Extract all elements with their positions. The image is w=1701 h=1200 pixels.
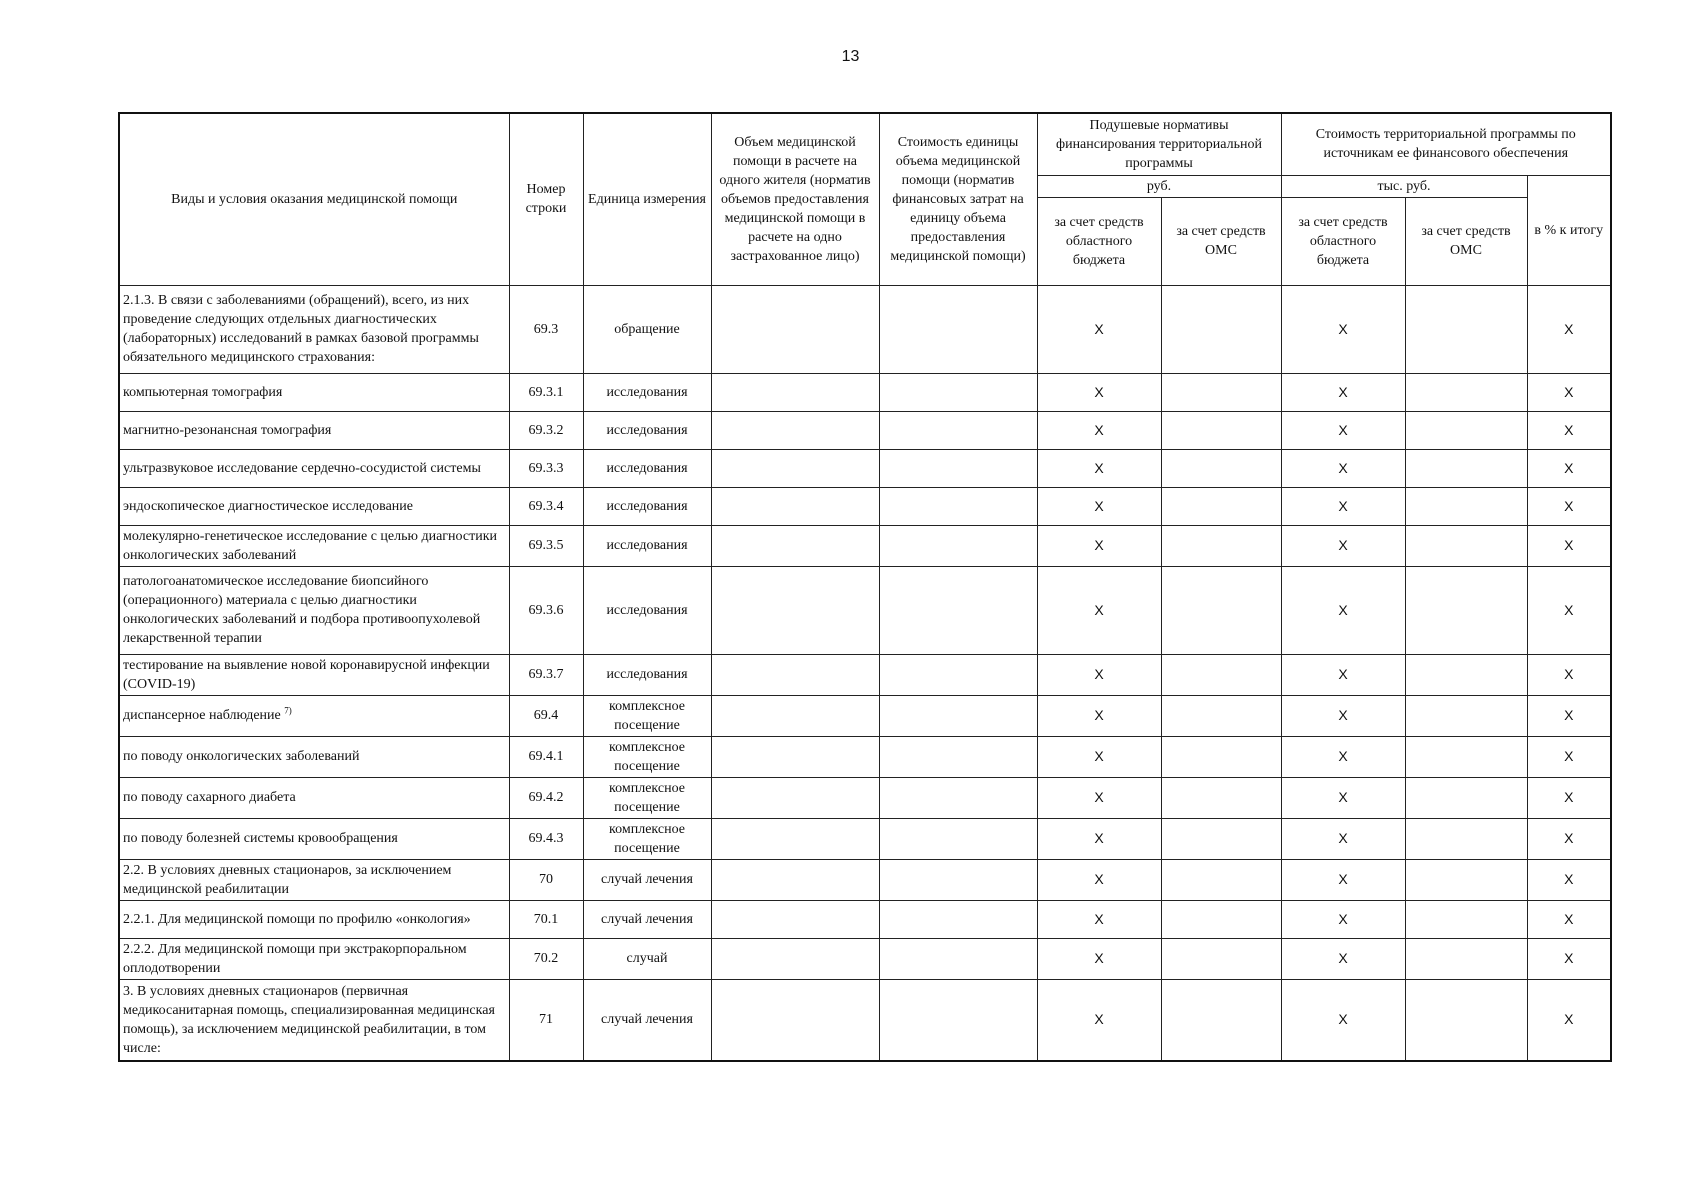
- unit-cost-cell: [879, 736, 1037, 777]
- oms-cell: [1161, 979, 1281, 1061]
- regional-budget-cell: X: [1037, 449, 1161, 487]
- volume-cell: [711, 938, 879, 979]
- row-label: [119, 859, 509, 900]
- header-unit-cost: Стоимость единицы объема медицинской помощи (норматив финансовых затрат на единицу объема предоставления медицинской помощи): [879, 113, 1037, 285]
- percent-total-cell: X: [1527, 411, 1611, 449]
- table-row: [119, 525, 1611, 566]
- row-label-text: магнитно-резонансная томография: [123, 422, 332, 438]
- row-label-text: 2.2.2. Для медицинской помощи при экстракорпоральном оплодотворении: [123, 941, 467, 976]
- table-row: [119, 777, 1611, 818]
- cost-oms-cell: [1405, 285, 1527, 373]
- row-label: [119, 525, 509, 566]
- oms-cell: [1161, 449, 1281, 487]
- row-unit: случай лечения: [583, 859, 711, 900]
- cost-regional-budget-cell: X: [1281, 373, 1405, 411]
- oms-cell: [1161, 411, 1281, 449]
- row-label: [119, 900, 509, 938]
- percent-total-cell: X: [1527, 487, 1611, 525]
- row-label-text: ультразвуковое исследование сердечно-сосудистой системы: [123, 460, 481, 476]
- row-unit: случай лечения: [583, 979, 711, 1061]
- row-label-text: молекулярно-генетическое исследование с целью диагностики онкологических заболеваний: [123, 528, 498, 563]
- row-label-text: 2.1.3. В связи с заболеваниями (обращений), всего, из них проведение следующих отдельных диагностических (лабораторных) исследований в рамках базовой программы обязательного медицинского страхования:: [123, 293, 479, 365]
- cost-oms-cell: [1405, 695, 1527, 736]
- volume-cell: [711, 818, 879, 859]
- cost-regional-budget-cell: X: [1281, 525, 1405, 566]
- row-label: [119, 938, 509, 979]
- percent-total-cell: X: [1527, 566, 1611, 654]
- percent-total-cell: X: [1527, 736, 1611, 777]
- oms-cell: [1161, 566, 1281, 654]
- row-label: [119, 411, 509, 449]
- row-unit: исследования: [583, 487, 711, 525]
- row-label-text: тестирование на выявление новой коронавирусной инфекции (COVID-19): [123, 657, 490, 692]
- cost-oms-cell: [1405, 525, 1527, 566]
- row-label: [119, 285, 509, 373]
- unit-cost-cell: [879, 449, 1037, 487]
- regional-budget-cell: X: [1037, 900, 1161, 938]
- regional-budget-cell: X: [1037, 654, 1161, 695]
- row-label-text: 2.2.1. Для медицинской помощи по профилю «онкология»: [123, 911, 471, 927]
- cost-regional-budget-cell: X: [1281, 900, 1405, 938]
- table-row: [119, 373, 1611, 411]
- row-number: 69.4: [509, 695, 583, 736]
- volume-cell: [711, 900, 879, 938]
- percent-total-cell: X: [1527, 525, 1611, 566]
- row-label: [119, 654, 509, 695]
- row-unit: случай: [583, 938, 711, 979]
- table-row: [119, 979, 1611, 1061]
- cost-regional-budget-cell: X: [1281, 487, 1405, 525]
- row-number: 71: [509, 979, 583, 1061]
- oms-cell: [1161, 859, 1281, 900]
- row-number: 69.3: [509, 285, 583, 373]
- cost-regional-budget-cell: X: [1281, 938, 1405, 979]
- volume-cell: [711, 695, 879, 736]
- unit-cost-cell: [879, 938, 1037, 979]
- volume-cell: [711, 487, 879, 525]
- row-label-text: диспансерное наблюдение: [123, 708, 281, 723]
- percent-total-cell: X: [1527, 449, 1611, 487]
- header-percent-total: в % к итогу: [1527, 175, 1611, 285]
- oms-cell: [1161, 654, 1281, 695]
- cost-regional-budget-cell: X: [1281, 285, 1405, 373]
- percent-total-cell: X: [1527, 695, 1611, 736]
- cost-oms-cell: [1405, 938, 1527, 979]
- cost-oms-cell: [1405, 736, 1527, 777]
- row-unit: случай лечения: [583, 900, 711, 938]
- cost-oms-cell: [1405, 818, 1527, 859]
- cost-oms-cell: [1405, 859, 1527, 900]
- header-unit-rub: руб.: [1037, 175, 1281, 197]
- regional-budget-cell: X: [1037, 373, 1161, 411]
- percent-total-cell: X: [1527, 373, 1611, 411]
- regional-budget-cell: X: [1037, 411, 1161, 449]
- row-number: 69.3.1: [509, 373, 583, 411]
- table-row: [119, 736, 1611, 777]
- unit-cost-cell: [879, 859, 1037, 900]
- row-label-text: по поводу сахарного диабета: [123, 790, 296, 805]
- oms-cell: [1161, 487, 1281, 525]
- volume-cell: [711, 373, 879, 411]
- regional-budget-cell: X: [1037, 487, 1161, 525]
- oms-cell: [1161, 736, 1281, 777]
- volume-cell: [711, 859, 879, 900]
- cost-oms-cell: [1405, 566, 1527, 654]
- volume-cell: [711, 411, 879, 449]
- cost-oms-cell: [1405, 411, 1527, 449]
- row-label: [119, 979, 509, 1061]
- row-unit: комплексное посещение: [583, 695, 711, 736]
- row-unit: исследования: [583, 411, 711, 449]
- financing-table: [118, 112, 1612, 1062]
- row-label: [119, 487, 509, 525]
- regional-budget-cell: X: [1037, 938, 1161, 979]
- oms-cell: [1161, 818, 1281, 859]
- table-row: [119, 487, 1611, 525]
- row-label-text: компьютерная томография: [123, 384, 283, 400]
- regional-budget-cell: X: [1037, 736, 1161, 777]
- unit-cost-cell: [879, 979, 1037, 1061]
- unit-cost-cell: [879, 285, 1037, 373]
- volume-cell: [711, 979, 879, 1061]
- unit-cost-cell: [879, 566, 1037, 654]
- row-unit: исследования: [583, 373, 711, 411]
- header-type: Виды и условия оказания медицинской помощи: [119, 113, 509, 285]
- volume-cell: [711, 654, 879, 695]
- regional-budget-cell: X: [1037, 695, 1161, 736]
- row-unit: комплексное посещение: [583, 777, 711, 818]
- header-per-capita: Подушевые нормативы финансирования территориальной программы: [1037, 113, 1281, 175]
- unit-cost-cell: [879, 777, 1037, 818]
- cost-regional-budget-cell: X: [1281, 736, 1405, 777]
- oms-cell: [1161, 373, 1281, 411]
- percent-total-cell: X: [1527, 900, 1611, 938]
- table-row: [119, 859, 1611, 900]
- unit-cost-cell: [879, 373, 1037, 411]
- row-number: 70.2: [509, 938, 583, 979]
- volume-cell: [711, 777, 879, 818]
- row-number: 69.3.6: [509, 566, 583, 654]
- regional-budget-cell: X: [1037, 777, 1161, 818]
- row-label-text: по поводу болезней системы кровообращения: [123, 831, 398, 846]
- row-number: 69.3.7: [509, 654, 583, 695]
- regional-budget-cell: X: [1037, 818, 1161, 859]
- unit-cost-cell: [879, 487, 1037, 525]
- row-label-text: 2.2. В условиях дневных стационаров, за исключением медицинской реабилитации: [123, 862, 452, 897]
- table-row: [119, 818, 1611, 859]
- table-row: [119, 566, 1611, 654]
- volume-cell: [711, 566, 879, 654]
- cost-regional-budget-cell: X: [1281, 654, 1405, 695]
- header-regional-budget: за счет средств областного бюджета: [1037, 197, 1161, 285]
- row-label-text: эндоскопическое диагностическое исследование: [123, 498, 413, 514]
- table-row: [119, 900, 1611, 938]
- row-number: 69.4.3: [509, 818, 583, 859]
- percent-total-cell: X: [1527, 859, 1611, 900]
- volume-cell: [711, 525, 879, 566]
- header-unit-thousand-rub: тыс. руб.: [1281, 175, 1527, 197]
- row-label: [119, 695, 509, 736]
- table-row: [119, 449, 1611, 487]
- oms-cell: [1161, 938, 1281, 979]
- header-cost-regional-budget: за счет средств областного бюджета: [1281, 197, 1405, 285]
- row-label-text: 3. В условиях дневных стационаров (первичная медикосанитарная помощь, специализированная медицинская помощь), за исключением медицинской реабилитации, в том числе:: [123, 983, 495, 1056]
- row-number: 69.4.2: [509, 777, 583, 818]
- table-row: [119, 411, 1611, 449]
- oms-cell: [1161, 285, 1281, 373]
- regional-budget-cell: X: [1037, 525, 1161, 566]
- regional-budget-cell: X: [1037, 285, 1161, 373]
- regional-budget-cell: X: [1037, 566, 1161, 654]
- row-number: 69.4.1: [509, 736, 583, 777]
- percent-total-cell: X: [1527, 979, 1611, 1061]
- table-row: [119, 938, 1611, 979]
- cost-oms-cell: [1405, 654, 1527, 695]
- row-label: [119, 736, 509, 777]
- percent-total-cell: X: [1527, 938, 1611, 979]
- header-unit: Единица измерения: [583, 113, 711, 285]
- row-number: 69.3.5: [509, 525, 583, 566]
- percent-total-cell: X: [1527, 654, 1611, 695]
- table-body: [119, 285, 1611, 1061]
- header-program-cost: Стоимость территориальной программы по источникам ее финансового обеспечения: [1281, 113, 1611, 175]
- page-number: 13: [841, 48, 860, 65]
- cost-regional-budget-cell: X: [1281, 859, 1405, 900]
- percent-total-cell: X: [1527, 818, 1611, 859]
- table-row: [119, 285, 1611, 373]
- cost-oms-cell: [1405, 487, 1527, 525]
- header-row-number: Номер строки: [509, 113, 583, 285]
- row-label: [119, 449, 509, 487]
- footnote-mark: 7): [284, 705, 292, 716]
- header-volume: Объем медицинской помощи в расчете на одного жителя (норматив объемов предоставления медицинской помощи в расчете на одно застрахованное лицо): [711, 113, 879, 285]
- percent-total-cell: X: [1527, 777, 1611, 818]
- cost-oms-cell: [1405, 900, 1527, 938]
- cost-oms-cell: [1405, 373, 1527, 411]
- cost-regional-budget-cell: X: [1281, 979, 1405, 1061]
- percent-total-cell: X: [1527, 285, 1611, 373]
- oms-cell: [1161, 695, 1281, 736]
- cost-regional-budget-cell: X: [1281, 777, 1405, 818]
- row-label-text: по поводу онкологических заболеваний: [123, 749, 360, 764]
- oms-cell: [1161, 900, 1281, 938]
- row-number: 70: [509, 859, 583, 900]
- cost-regional-budget-cell: X: [1281, 411, 1405, 449]
- cost-regional-budget-cell: X: [1281, 566, 1405, 654]
- row-number: 69.3.3: [509, 449, 583, 487]
- oms-cell: [1161, 525, 1281, 566]
- unit-cost-cell: [879, 525, 1037, 566]
- cost-regional-budget-cell: X: [1281, 818, 1405, 859]
- unit-cost-cell: [879, 695, 1037, 736]
- row-unit: исследования: [583, 566, 711, 654]
- cost-oms-cell: [1405, 449, 1527, 487]
- volume-cell: [711, 736, 879, 777]
- unit-cost-cell: [879, 411, 1037, 449]
- row-unit: комплексное посещение: [583, 736, 711, 777]
- row-label: [119, 373, 509, 411]
- unit-cost-cell: [879, 654, 1037, 695]
- row-unit: обращение: [583, 285, 711, 373]
- row-number: 69.3.2: [509, 411, 583, 449]
- unit-cost-cell: [879, 818, 1037, 859]
- row-unit: исследования: [583, 525, 711, 566]
- table-header: [119, 113, 1611, 285]
- header-cost-oms: за счет средств ОМС: [1405, 197, 1527, 285]
- row-label: [119, 818, 509, 859]
- cost-oms-cell: [1405, 777, 1527, 818]
- cost-regional-budget-cell: X: [1281, 695, 1405, 736]
- row-unit: комплексное посещение: [583, 818, 711, 859]
- volume-cell: [711, 285, 879, 373]
- row-unit: исследования: [583, 654, 711, 695]
- row-number: 69.3.4: [509, 487, 583, 525]
- cost-regional-budget-cell: X: [1281, 449, 1405, 487]
- unit-cost-cell: [879, 900, 1037, 938]
- row-label-text: патологоанатомическое исследование биопсийного (операционного) материала с целью диагностики онкологических заболеваний и подбора противоопухолевой лекарственной терапии: [123, 574, 481, 646]
- regional-budget-cell: X: [1037, 859, 1161, 900]
- table-row: [119, 695, 1611, 736]
- table-row: [119, 654, 1611, 695]
- regional-budget-cell: X: [1037, 979, 1161, 1061]
- cost-oms-cell: [1405, 979, 1527, 1061]
- oms-cell: [1161, 777, 1281, 818]
- volume-cell: [711, 449, 879, 487]
- row-label: [119, 777, 509, 818]
- header-oms: за счет средств ОМС: [1161, 197, 1281, 285]
- row-number: 70.1: [509, 900, 583, 938]
- row-unit: исследования: [583, 449, 711, 487]
- row-label: [119, 566, 509, 654]
